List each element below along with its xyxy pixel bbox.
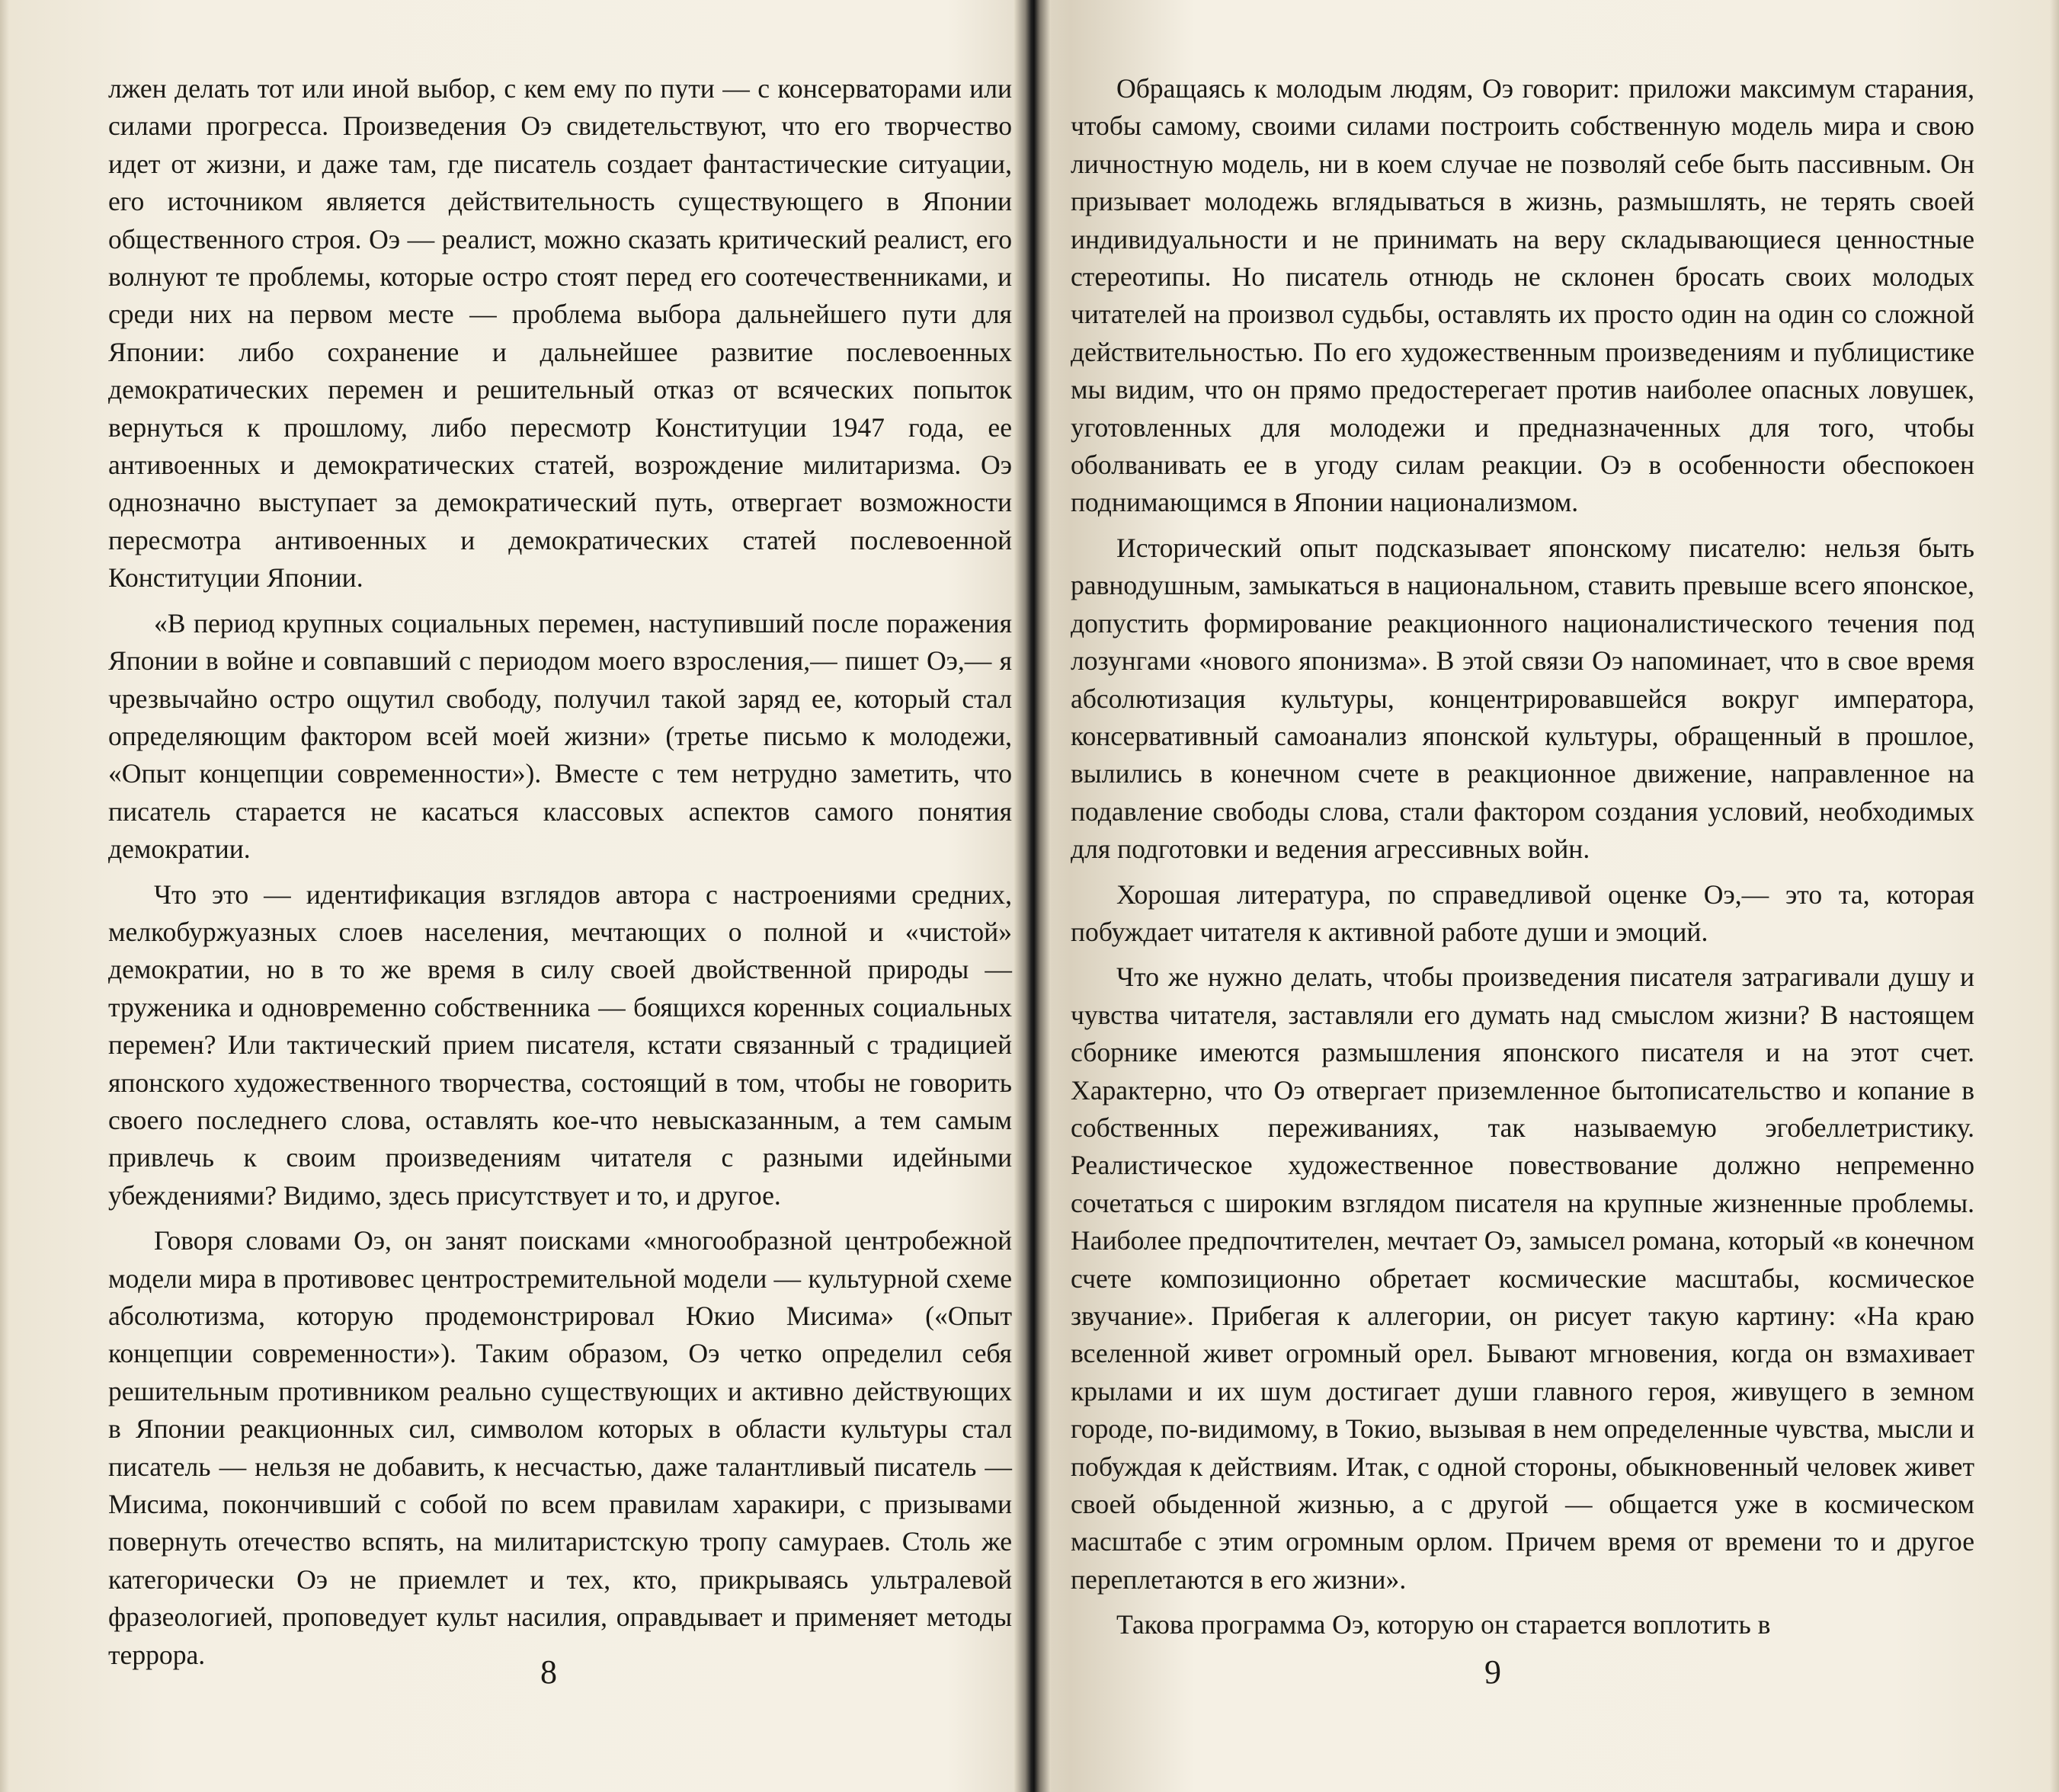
paragraph: Что же нужно делать, чтобы произведения писателя затрагивали душу и чувства читателя, заставляли его думать над смыслом жизни? В настоящем сборнике имеются размышления японского писателя и на этот счет. Характерно, что Оэ отвергает приземленное бытописательство и копание в собственных переживаниях, так называемую эгобеллетристику. Реалистическое художественное повествование должно непременно сочетаться с широким взглядом писателя на крупные жизненные проблемы. Наиболее предпочтителен, мечтает Оэ, замысел романа, который «в конечном счете композиционно обретает космические масштабы, космическое звучание». Прибегая к аллегории, он рисует такую картину: «На краю вселенной живет огромный орел. Бывают мгновения, когда он взмахивает крылами и их шум достигает души главного героя, живущего в земном городе, по-видимому, в Токио, вызывая в нем определенные чувства, мысли и побуждая к действиям. Итак, с одной стороны, обыкновенный человек живет своей обыденной жизнью, а с другой — общается уже в космическом масштабе с этим огромным орлом. Причем время от времени то и другое переплетаются в его жизни». [1071, 962, 1974, 1595]
paragraph: Хорошая литература, по справедливой оценке Оэ,— это та, которая побуждает читателя к активной работе души и эмоций. [1071, 878, 1974, 947]
paragraph: «В период крупных социальных перемен, наступивший после поражения Японии в войне и совпавший с периодом моего взросления,— пишет Оэ,— я чрезвычайно остро ощутил свободу, получил такой заряд ее, который стал определяющим фактором всей моей жизни» (третье письмо к молодежи, «Опыт концепции современности»). Вместе с тем нетрудно заметить, что писатель старается не касаться классовых аспектов самого понятия демократии. [108, 607, 1012, 865]
paragraph: Такова программа Оэ, которую он старается воплотить в [1116, 1609, 1771, 1640]
paragraph: Что это — идентификация взглядов автора с настроениями средних, мелкобуржуазных слоев населения, мечтающих о полной и «чистой» демократии, но в то же время в силу своей двойственной природы — труженика и одновременно собственника — боящихся коренных социальных перемен? Или тактический прием писателя, кстати связанный с традицией японского художественного творчества, состоящий в том, чтобы не говорить своего последнего слова, оставлять кое-что невысказанным, а тем самым привлечь к своим произведениям читателя с разными идейными убеждениями? Видимо, здесь присутствует и то, и другое. [108, 878, 1012, 1211]
page-edge-right [2050, 0, 2059, 1792]
right-page-text [1071, 70, 1974, 1652]
paragraph: лжен делать тот или иной выбор, с кем ему по пути — с консерваторами или силами прогресса. Произведения Оэ свидетельствуют, что его творчество идет от жизни, и даже там, где писатель создает фантастические ситуации, его источником является действительность существующего в Японии общественного строя. Оэ — реалист, можно сказать критический реалист, его волнуют те проблемы, которые остро стоят перед его соотечественниками, и среди них на первом месте — проблема выбора дальнейшего пути для Японии: либо сохранение и дальнейшее развитие послевоенных демократических перемен и решительный отказ от всяческих попыток вернуться к прошлому, либо пересмотр Конституции 1947 года, ее антивоенных и демократических статей, возрождение милитаризма. Оэ однозначно выступает за демократический путь, отвергает возможности пересмотра антивоенных и демократических статей послевоенной Конституции Японии. [108, 73, 1012, 594]
page-number-right: 9 [1484, 1653, 1501, 1691]
paragraph: Обращаясь к молодым людям, Оэ говорит: приложи максимум старания, чтобы самому, своими силами построить собственную модель мира и свою личностную модель, ни в коем случае не позволяй себе быть пассивным. Он призывает молодежь вглядываться в жизнь, размышлять, не терять своей индивидуальности и не принимать на веру складывающиеся ценностные стереотипы. Но писатель отнюдь не склонен бросать своих молодых читателей на произвол судьбы, оставлять их просто один на один со сложной действительностью. По его художественным произведениям и публицистике мы видим, что он прямо предостерегает против наиболее опасных ловушек, уготовленных для молодежи и предназначенных для того, чтобы оболванивать ее в угоду силам реакции. Оэ в особенности обеспокоен поднимающимся в Японии национализмом. [1071, 73, 1974, 518]
page-number-left: 8 [540, 1653, 557, 1691]
book-gutter [1014, 0, 1051, 1792]
paragraph: Говоря словами Оэ, он занят поисками «многообразной центробежной модели мира в противовес центростремительной модели — культурной схеме абсолютизма, которую продемонстрировал Юкио Мисима» («Опыт концепции современности»). Таким образом, Оэ четко определил себя решительным противником реально существующих и активно действующих в Японии реакционных сил, символом которых в области культуры стал писатель — нельзя не добавить, к несчастью, даже талантливый писатель — Мисима, покончивший с собой по всем правилам харакири, с призывами повернуть отечество вспять, на милитаристскую тропу самураев. Столь же категорически Оэ не приемлет и тех, кто, прикрываясь ультралевой фразеологией, проповедует культ насилия, оправдывает и применяет методы террора. [108, 1225, 1012, 1670]
left-page-text [108, 70, 1012, 1682]
paragraph: Исторический опыт подсказывает японскому писателю: нельзя быть равнодушным, замыкаться в национальном, ставить превыше всего японское, допустить формирование реакционного националистического течения под лозунгами «нового японизма». В этой связи Оэ напоминает, что в свое время абсолютизация культуры, концентрировавшейся вокруг императора, консервативный самоанализ японской культуры, обращенный в прошлое, вылились в конечном счете в реакционное движение, направленное на подавление свободы слова, стали фактором создания условий, необходимых для подготовки и ведения агрессивных войн. [1071, 532, 1974, 865]
left-page [0, 0, 1014, 1792]
right-page [1051, 0, 2059, 1792]
